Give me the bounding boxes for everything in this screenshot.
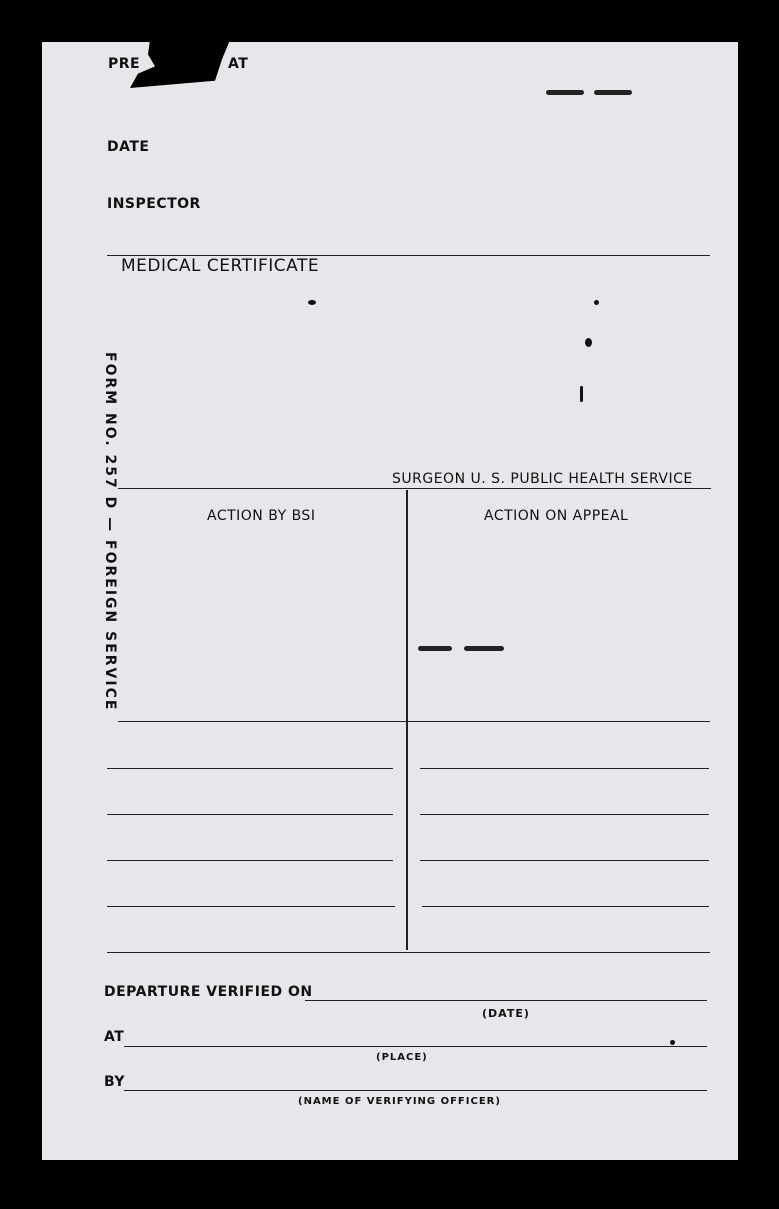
- staple-mark: [594, 90, 632, 95]
- bsi-line: [107, 860, 393, 861]
- form-number-label: FORM NO. 257 D — FOREIGN SERVICE: [102, 352, 118, 712]
- bsi-line: [107, 906, 395, 907]
- officer-caption: (NAME OF VERIFYING OFFICER): [298, 1096, 501, 1107]
- departure-verified-label: DEPARTURE VERIFIED ON: [104, 984, 313, 1000]
- place-caption: (PLACE): [376, 1052, 428, 1063]
- at-fragment-label: AT: [228, 56, 249, 72]
- date-label: DATE: [107, 139, 150, 155]
- place-line: [124, 1046, 707, 1047]
- bsi-line: [107, 768, 393, 769]
- staple-mark: [418, 646, 452, 651]
- certificate-divider: [118, 488, 711, 489]
- by-label: BY: [104, 1074, 126, 1090]
- ink-speck: [670, 1040, 675, 1045]
- action-on-appeal-label: ACTION ON APPEAL: [484, 508, 629, 524]
- appeal-line: [420, 814, 709, 815]
- staple-mark: [546, 90, 584, 95]
- ink-speck: [308, 300, 316, 305]
- ink-speck: [580, 386, 583, 402]
- ink-speck: [594, 300, 599, 305]
- appeal-line: [420, 860, 709, 861]
- at-label: AT: [104, 1029, 125, 1045]
- appeal-line: [420, 768, 709, 769]
- action-by-bsi-label: ACTION BY BSI: [207, 508, 316, 524]
- surgeon-label: SURGEON U. S. PUBLIC HEALTH SERVICE: [392, 471, 693, 487]
- bsi-line: [107, 814, 393, 815]
- staple-mark: [464, 646, 504, 651]
- pre-label: PRE: [108, 56, 141, 72]
- officer-line: [124, 1090, 707, 1091]
- actions-bottom-divider: [107, 952, 710, 953]
- actions-column-divider: [406, 490, 408, 950]
- departure-date-line: [305, 1000, 707, 1001]
- certificate-title: MEDICAL CERTIFICATE: [121, 256, 320, 276]
- actions-rule: [118, 721, 710, 722]
- date-caption: (DATE): [482, 1007, 530, 1020]
- ink-speck: [585, 338, 592, 347]
- appeal-line: [422, 906, 709, 907]
- inspector-label: INSPECTOR: [107, 196, 201, 212]
